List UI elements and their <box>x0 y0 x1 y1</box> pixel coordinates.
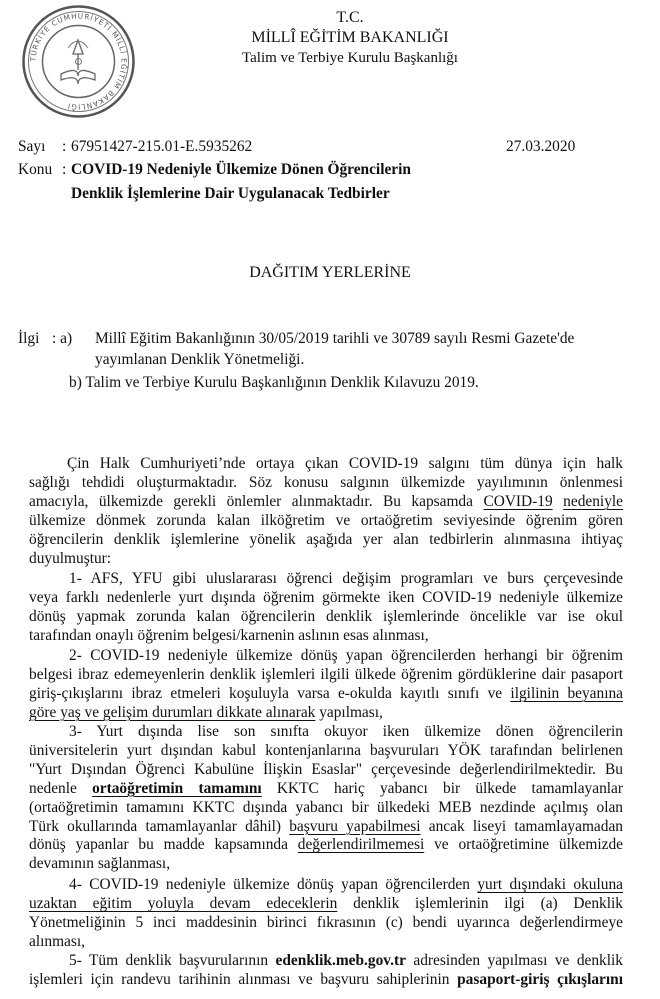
ilgi-a-line-1: Millî Eğitim Bakanlığının 30/05/2019 tarihli ve 30789 sayılı Resmi Gazete'de <box>95 330 575 347</box>
document-date: 27.03.2020 <box>506 138 576 155</box>
konu-label: Konu <box>18 161 53 178</box>
measure-item-1: 1- AFS, YFU gibi uluslararası öğrenci değişim programları ve burs çerçevesinde veya farklı nedenlerle yurt dışında öğrenim görmekte iken COVID-19 nedeniyle ülkemize dönüş yapmak zorunda kalan öğrencilerin denklik işlemlerinde öncelikle var ise okul tarafından onaylı öğrenim belgesi/karnenin aslının esas alınması, <box>29 570 623 644</box>
measure-item-2: 2- COVID-19 nedeniyle ülkemize dönüş yapan öğrencilerden herhangi bir öğrenim belgesi ibraz edemeyenlerin denklik işlemleri ilgili ülkede öğrenim gördüklerine dair pasaport giriş-çıkışlarını ibraz etmeleri koşuluyla varsa e-okulda kayıtlı sınıfı ve ilgilinin beyanına göre yaş ve gelişim durumları dikkate alınarak yapılması, <box>29 647 623 721</box>
ilgi-a-line-2: yayımlanan Denklik Yönetmeliği. <box>95 351 305 368</box>
measure-item-5: 5- Tüm denklik başvurularının edenklik.meb.gov.tr adresinden yapılması ve denklik işlemleri için randevu tarihinin alınması ve başvuru sahiplerinin pasaport-giriş çıkışlarını <box>29 952 623 988</box>
ministry-seal-logo <box>21 4 136 119</box>
ilgi-label: İlgi <box>18 330 40 347</box>
sayi-sep: : <box>62 138 67 155</box>
ilgi-sep: : a) <box>52 330 73 347</box>
header-ministry: MİLLÎ EĞİTİM BAKANLIĞI <box>251 29 449 46</box>
header-board: Talim ve Terbiye Kurulu Başkanlığı <box>242 50 458 66</box>
measure-item-4: 4- COVID-19 nedeniyle ülkemize dönüş yapan öğrencilerden yurt dışındaki okuluna uzaktan eğitim yoluyla devam edeceklerin denklik işlemlerinin ilgi (a) Denklik Yönetmeliğinin 5 inci maddesinin birinci fıkrasının (c) bendi uyarınca değerlendirmeye alınması, <box>29 876 623 950</box>
sayi-label: Sayı <box>18 138 46 155</box>
recipient-title: DAĞITIM YERLERİNE <box>249 264 411 281</box>
konu-line-2: Denklik İşlemlerine Dair Uygulanacak Tedbirler <box>71 185 390 202</box>
intro-paragraph: Çin Halk Cumhuriyeti’nde ortaya çıkan COVID-19 salgını tüm dünya için halk sağlığı tehdidi oluşturmaktadır. Söz konusu salgının ülkemizde yayılımının önlenmesi amacıyla, ülkemizde gerekli önlemler alınmaktadır. Bu kapsamda COVID-19 nedeniyle ülkemize dönmek zorunda kalan ilköğretim ve ortaöğretim seviyesinde öğrenim gören öğrencilerin denklik işlemlerine yönelik aşağıda yer alan tedbirlerin alınmasına ihtiyaç duyulmuştur: <box>29 455 623 567</box>
ilgi-b-line: b) Talim ve Terbiye Kurulu Başkanlığının Denklik Kılavuzu 2019. <box>69 374 479 391</box>
measure-item-3: 3- Yurt dışında lise son sınıfta okuyor iken ülkemize dönen öğrencilerin üniversitelerin yurt dışından kabul kontenjanlarına başvuruları YÖK tarafından belirlenen "Yurt Dışından Öğrenci Kabulüne İlişkin Esaslar" çerçevesinde değerlendirilmektedir. Bu nedenle ortaöğretimin tamamını KKTC hariç yabancı bir ülkede tamamlayanlar (ortaöğretimin tamamını KKTC dışında yabancı bir ülkedeki MEB nezdinde açılmış olan Türk okullarında tamamlayanlar dâhil) başvuru yapabilmesi ancak liseyi tamamlayamadan dönüş yapanlar bu madde kapsamında değerlendirilmemesi ve ortaöğretimine ülkemizde devamının sağlanması, <box>29 723 623 873</box>
konu-line-1: COVID-19 Nedeniyle Ülkemize Dönen Öğrencilerin <box>71 161 411 178</box>
sayi-value: 67951427-215.01-E.5935262 <box>71 138 253 155</box>
konu-sep: : <box>62 161 67 178</box>
seal-text: TÜRKİYE CUMHURİYETİ MİLLÎ EĞİTİM BAKANLIĞI <box>28 11 129 112</box>
header-tc: T.C. <box>336 9 364 26</box>
